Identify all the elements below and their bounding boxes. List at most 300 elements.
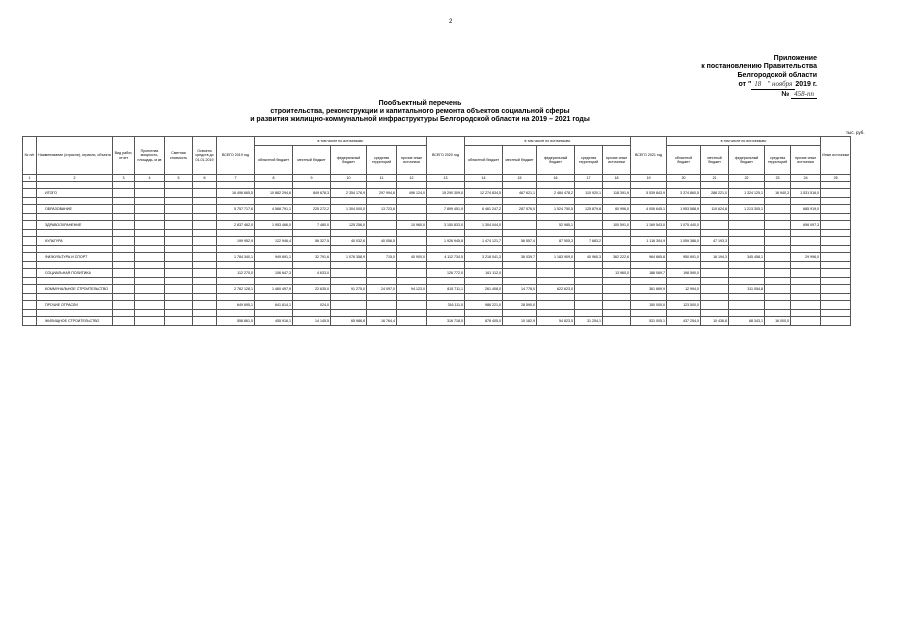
title-line-3: и развития жилищно-коммунальной инфраструктуры Белгородской области на 2019 – 2021 годы — [250, 116, 590, 123]
value-cell: 60 996,0 — [603, 205, 631, 214]
spacer-cell — [701, 246, 729, 253]
empty-cell — [821, 269, 851, 278]
value-cell — [765, 253, 791, 262]
value-cell: 6 461 247,2 — [465, 205, 503, 214]
spacer-cell — [397, 214, 427, 221]
spacer-row — [23, 278, 851, 285]
spacer-cell — [701, 230, 729, 237]
value-cell: 24 097,0 — [367, 285, 397, 294]
spacer-cell — [729, 262, 765, 269]
spacer-cell — [367, 246, 397, 253]
spacer-cell — [427, 262, 465, 269]
empty-cell — [135, 237, 165, 246]
spacer-cell — [367, 278, 397, 285]
spacer-cell — [631, 198, 667, 205]
spacer-cell — [37, 310, 113, 317]
row-number-cell — [23, 285, 37, 294]
spacer-cell — [465, 198, 503, 205]
spacer-cell — [603, 198, 631, 205]
spacer-cell — [165, 214, 193, 221]
spacer-cell — [821, 198, 851, 205]
value-cell: 10 182,9 — [503, 317, 537, 326]
value-cell: 297 994,6 — [367, 189, 397, 198]
spacer-cell — [165, 182, 193, 189]
value-cell: 3 150 833,0 — [427, 221, 465, 230]
row-name-cell: ИТОГО — [37, 189, 113, 198]
spacer-cell — [367, 310, 397, 317]
value-cell — [397, 205, 427, 214]
row-number-cell — [23, 253, 37, 262]
column-number: 11 — [367, 175, 397, 182]
empty-cell — [193, 237, 217, 246]
value-cell: 1 304 000,0 — [331, 205, 367, 214]
spacer-cell — [293, 214, 331, 221]
spacer-cell — [465, 294, 503, 301]
spacer-cell — [729, 198, 765, 205]
spacer-cell — [791, 198, 821, 205]
value-cell: 311 054,8 — [729, 285, 765, 294]
column-number: 10 — [331, 175, 367, 182]
value-cell: 68 343,1 — [729, 317, 765, 326]
spacer-cell — [503, 198, 537, 205]
spacer-cell — [113, 262, 135, 269]
spacer-cell — [537, 262, 575, 269]
spacer-cell — [23, 214, 37, 221]
value-cell — [791, 269, 821, 278]
spacer-cell — [603, 278, 631, 285]
empty-cell — [113, 189, 135, 198]
value-cell: 7 480,0 — [293, 221, 331, 230]
spacer-cell — [113, 294, 135, 301]
value-cell: 12 274 834,5 — [465, 189, 503, 198]
spacer-cell — [631, 182, 667, 189]
value-cell: 649 695,1 — [217, 301, 255, 310]
spacer-cell — [791, 182, 821, 189]
value-cell: 950 691,0 — [667, 253, 701, 262]
value-cell: 316 111,0 — [427, 301, 465, 310]
value-cell: 65 986,8 — [331, 317, 367, 326]
header-work-type: Вид работ, отчет — [113, 137, 135, 175]
appendix-line-1: Приложение — [773, 55, 817, 62]
spacer-cell — [821, 214, 851, 221]
column-number: 4 — [135, 175, 165, 182]
spacer-cell — [791, 262, 821, 269]
value-cell: 122 946,4 — [255, 237, 293, 246]
value-cell: 47 193,3 — [701, 237, 729, 246]
header-2019-federal: федеральный бюджет — [331, 146, 367, 175]
spacer-cell — [821, 278, 851, 285]
empty-cell — [165, 253, 193, 262]
value-cell: 849 678,3 — [293, 189, 331, 198]
spacer-cell — [503, 294, 537, 301]
spacer-cell — [37, 214, 113, 221]
value-cell: 1 784 340,1 — [217, 253, 255, 262]
column-number: 5 — [165, 175, 193, 182]
value-cell: 1 953 588,9 — [667, 205, 701, 214]
value-cell: 964 665,8 — [631, 253, 667, 262]
value-cell — [791, 317, 821, 326]
header-prior: Освоено средств до 01.01.2019 — [193, 137, 217, 175]
value-cell — [397, 317, 427, 326]
column-number: 15 — [503, 175, 537, 182]
spacer-cell — [537, 294, 575, 301]
spacer-cell — [217, 294, 255, 301]
spacer-cell — [367, 198, 397, 205]
value-cell: 199 952,9 — [217, 237, 255, 246]
value-cell — [729, 237, 765, 246]
spacer-cell — [631, 246, 667, 253]
empty-cell — [165, 205, 193, 214]
value-cell: 316 718,5 — [427, 317, 465, 326]
value-cell: 2 354 176,9 — [331, 189, 367, 198]
spacer-cell — [23, 262, 37, 269]
spacer-cell — [293, 246, 331, 253]
spacer-cell — [465, 262, 503, 269]
spacer-cell — [331, 230, 367, 237]
spacer-cell — [255, 294, 293, 301]
value-cell: 496 124,0 — [397, 189, 427, 198]
spacer-cell — [427, 294, 465, 301]
header-2021-federal: федеральный бюджет — [729, 146, 765, 175]
spacer-cell — [113, 198, 135, 205]
row-number-cell — [23, 205, 37, 214]
value-cell: 1 474 121,7 — [465, 237, 503, 246]
empty-cell — [165, 285, 193, 294]
spacer-cell — [135, 294, 165, 301]
spacer-cell — [37, 262, 113, 269]
spacer-cell — [113, 278, 135, 285]
empty-cell — [193, 317, 217, 326]
spacer-cell — [503, 262, 537, 269]
appendix-date-day: 18 — [751, 80, 764, 89]
value-cell: 5 757 717,6 — [217, 205, 255, 214]
spacer-cell — [667, 198, 701, 205]
empty-cell — [193, 253, 217, 262]
empty-cell — [165, 301, 193, 310]
table-row — [23, 205, 851, 214]
title-line-1: Пообъектный перечень — [378, 100, 462, 107]
row-name-cell: КУЛЬТУРА — [37, 237, 113, 246]
spacer-cell — [791, 294, 821, 301]
value-cell: 1 075 440,0 — [667, 221, 701, 230]
spacer-cell — [821, 182, 851, 189]
value-cell: 7 683,2 — [575, 237, 603, 246]
value-cell: 110 920,1 — [575, 189, 603, 198]
spacer-cell — [603, 310, 631, 317]
spacer-row — [23, 310, 851, 317]
spacer-cell — [165, 262, 193, 269]
empty-cell — [165, 221, 193, 230]
spacer-cell — [631, 214, 667, 221]
spacer-cell — [331, 198, 367, 205]
column-number: 20 — [667, 175, 701, 182]
spacer-cell — [217, 198, 255, 205]
spacer-row — [23, 182, 851, 189]
value-cell: 1 926 945,8 — [427, 237, 465, 246]
spacer-cell — [193, 214, 217, 221]
spacer-cell — [397, 262, 427, 269]
spacer-cell — [397, 230, 427, 237]
document-title — [160, 100, 680, 124]
value-cell: 16 194,3 — [701, 253, 729, 262]
spacer-cell — [503, 310, 537, 317]
column-number: 13 — [427, 175, 465, 182]
spacer-cell — [165, 230, 193, 237]
empty-cell — [165, 189, 193, 198]
spacer-cell — [397, 278, 427, 285]
spacer-row — [23, 294, 851, 301]
empty-cell — [821, 301, 851, 310]
empty-cell — [821, 285, 851, 294]
spacer-cell — [701, 310, 729, 317]
spacer-cell — [537, 182, 575, 189]
value-cell: 949 691,1 — [255, 253, 293, 262]
value-cell: 715,0 — [367, 253, 397, 262]
value-cell: 125 256,0 — [331, 221, 367, 230]
value-cell: 52 985,1 — [537, 221, 575, 230]
spacer-cell — [575, 230, 603, 237]
header-2019-other: прочие иные источники — [397, 146, 427, 175]
spacer-cell — [791, 310, 821, 317]
spacer-cell — [135, 230, 165, 237]
value-cell: 2 484 478,2 — [537, 189, 575, 198]
empty-cell — [165, 237, 193, 246]
spacer-cell — [631, 278, 667, 285]
spacer-cell — [765, 230, 791, 237]
table-row — [23, 269, 851, 278]
spacer-cell — [113, 310, 135, 317]
spacer-cell — [575, 294, 603, 301]
value-cell: 361 669,9 — [631, 285, 667, 294]
header-group-2019: в том числе по источникам: — [255, 137, 427, 146]
spacer-cell — [331, 246, 367, 253]
value-cell — [367, 221, 397, 230]
header-2021-regional: областной бюджет — [667, 146, 701, 175]
value-cell: 40 900,0 — [397, 253, 427, 262]
appendix-block — [597, 55, 817, 99]
value-cell — [603, 317, 631, 326]
spacer-cell — [729, 294, 765, 301]
value-cell: 10 882 294,6 — [255, 189, 293, 198]
spacer-cell — [603, 214, 631, 221]
value-cell — [765, 301, 791, 310]
empty-cell — [135, 205, 165, 214]
spacer-cell — [765, 278, 791, 285]
spacer-cell — [217, 262, 255, 269]
empty-cell — [193, 285, 217, 294]
value-cell — [537, 269, 575, 278]
spacer-cell — [465, 230, 503, 237]
spacer-cell — [367, 230, 397, 237]
appendix-line-3: Белгородской области — [737, 71, 817, 79]
spacer-cell — [255, 262, 293, 269]
spacer-cell — [701, 262, 729, 269]
spacer-cell — [331, 278, 367, 285]
column-number: 7 — [217, 175, 255, 182]
spacer-cell — [575, 198, 603, 205]
spacer-cell — [331, 182, 367, 189]
header-2020-regional: областной бюджет — [465, 146, 503, 175]
appendix-number-value: 458-пп — [791, 90, 817, 99]
value-cell: 13 960,0 — [603, 269, 631, 278]
value-cell — [765, 269, 791, 278]
spacer-cell — [217, 230, 255, 237]
table-row — [23, 301, 851, 310]
title-line-2: строительства, реконструкции и капитального ремонта объектов социальной сферы — [270, 108, 570, 115]
spacer-cell — [821, 246, 851, 253]
column-number: 16 — [537, 175, 575, 182]
spacer-cell — [193, 230, 217, 237]
spacer-cell — [367, 214, 397, 221]
value-cell: 531 005,1 — [631, 317, 667, 326]
value-cell: 32 791,6 — [293, 253, 331, 262]
spacer-cell — [217, 214, 255, 221]
value-cell: 1 531 516,0 — [791, 189, 821, 198]
value-cell: 56 327,5 — [293, 237, 331, 246]
row-name-cell: КОММУНАЛЬНОЕ СТРОИТЕЛЬСТВО — [37, 285, 113, 294]
spacer-cell — [791, 214, 821, 221]
empty-cell — [135, 189, 165, 198]
spacer-cell — [293, 230, 331, 237]
spacer-cell — [765, 246, 791, 253]
column-number: 25 — [821, 175, 851, 182]
spacer-cell — [293, 294, 331, 301]
spacer-cell — [465, 278, 503, 285]
spacer-cell — [331, 310, 367, 317]
spacer-cell — [193, 182, 217, 189]
value-cell — [729, 301, 765, 310]
spacer-cell — [427, 214, 465, 221]
row-number-cell — [23, 189, 37, 198]
spacer-cell — [135, 198, 165, 205]
value-cell: 10 960,0 — [397, 221, 427, 230]
spacer-cell — [603, 182, 631, 189]
value-cell: 024,0 — [293, 301, 331, 310]
spacer-cell — [367, 262, 397, 269]
row-number-cell — [23, 221, 37, 230]
value-cell: 14 778,0 — [503, 285, 537, 294]
spacer-cell — [465, 214, 503, 221]
spacer-cell — [465, 246, 503, 253]
row-number-cell — [23, 317, 37, 326]
spacer-cell — [503, 278, 537, 285]
value-cell: 2 762 128,1 — [217, 285, 255, 294]
spacer-cell — [503, 246, 537, 253]
spacer-cell — [255, 278, 293, 285]
value-cell: 641 614,1 — [255, 301, 293, 310]
value-cell: 123 500,0 — [667, 301, 701, 310]
spacer-cell — [193, 262, 217, 269]
value-cell: 1 116 304,9 — [631, 237, 667, 246]
empty-cell — [135, 285, 165, 294]
row-number-cell — [23, 301, 37, 310]
spacer-cell — [165, 278, 193, 285]
row-number-cell — [23, 269, 37, 278]
spacer-cell — [427, 310, 465, 317]
spacer-cell — [575, 278, 603, 285]
value-cell — [575, 285, 603, 294]
empty-cell — [113, 237, 135, 246]
column-number: 1 — [23, 175, 37, 182]
spacer-cell — [729, 182, 765, 189]
spacer-cell — [217, 310, 255, 317]
value-cell — [701, 269, 729, 278]
header-total-2019: ВСЕГО 2019 год — [217, 137, 255, 175]
value-cell: 110 624,8 — [701, 205, 729, 214]
value-cell — [791, 285, 821, 294]
spacer-cell — [427, 246, 465, 253]
column-number: 17 — [575, 175, 603, 182]
spacer-cell — [397, 198, 427, 205]
appendix-line-2: к постановлению Правительства — [701, 63, 817, 71]
value-cell — [765, 205, 791, 214]
spacer-cell — [729, 310, 765, 317]
value-cell: 13 723,6 — [367, 205, 397, 214]
value-cell: 16 000,0 — [765, 317, 791, 326]
spacer-cell — [575, 182, 603, 189]
spacer-cell — [255, 214, 293, 221]
empty-cell — [135, 253, 165, 262]
column-number: 3 — [113, 175, 135, 182]
spacer-cell — [821, 262, 851, 269]
spacer-cell — [537, 230, 575, 237]
header-2021-territory: средства территорий — [765, 146, 791, 175]
value-cell: 455 916,1 — [255, 317, 293, 326]
value-cell — [701, 301, 729, 310]
value-cell: 287 576,0 — [503, 205, 537, 214]
row-name-cell: СОЦИАЛЬНАЯ ПОЛИТИКА — [37, 269, 113, 278]
value-cell: 28 590,0 — [503, 301, 537, 310]
empty-cell — [165, 269, 193, 278]
value-cell — [331, 301, 367, 310]
spacer-cell — [193, 310, 217, 317]
spacer-cell — [367, 294, 397, 301]
value-cell: 288 221,0 — [701, 189, 729, 198]
value-cell: 4 112 734,5 — [427, 253, 465, 262]
spacer-cell — [701, 214, 729, 221]
header-2020-federal: федеральный бюджет — [537, 146, 575, 175]
value-cell — [575, 269, 603, 278]
spacer-cell — [367, 182, 397, 189]
spacer-cell — [113, 214, 135, 221]
page-number: 2 — [449, 19, 453, 25]
value-cell: 36 039,7 — [503, 253, 537, 262]
spacer-cell — [575, 310, 603, 317]
column-number: 8 — [255, 175, 293, 182]
spacer-cell — [537, 198, 575, 205]
spacer-cell — [667, 262, 701, 269]
spacer-cell — [193, 246, 217, 253]
spacer-cell — [135, 214, 165, 221]
spacer-cell — [37, 230, 113, 237]
spacer-cell — [701, 182, 729, 189]
empty-cell — [193, 205, 217, 214]
value-cell — [701, 285, 729, 294]
spacer-cell — [603, 262, 631, 269]
column-number: 9 — [293, 175, 331, 182]
spacer-cell — [791, 230, 821, 237]
spacer-cell — [397, 182, 427, 189]
header-name: Наименование (отрасли), отрасли, объекта — [37, 137, 113, 175]
spacer-cell — [631, 310, 667, 317]
spacer-cell — [113, 246, 135, 253]
spacer-cell — [135, 310, 165, 317]
spacer-cell — [701, 278, 729, 285]
value-cell: 1 953 466,0 — [255, 221, 293, 230]
value-cell: 1 059 386,0 — [667, 237, 701, 246]
empty-cell — [135, 269, 165, 278]
value-cell: 1 304 044,0 — [465, 221, 503, 230]
